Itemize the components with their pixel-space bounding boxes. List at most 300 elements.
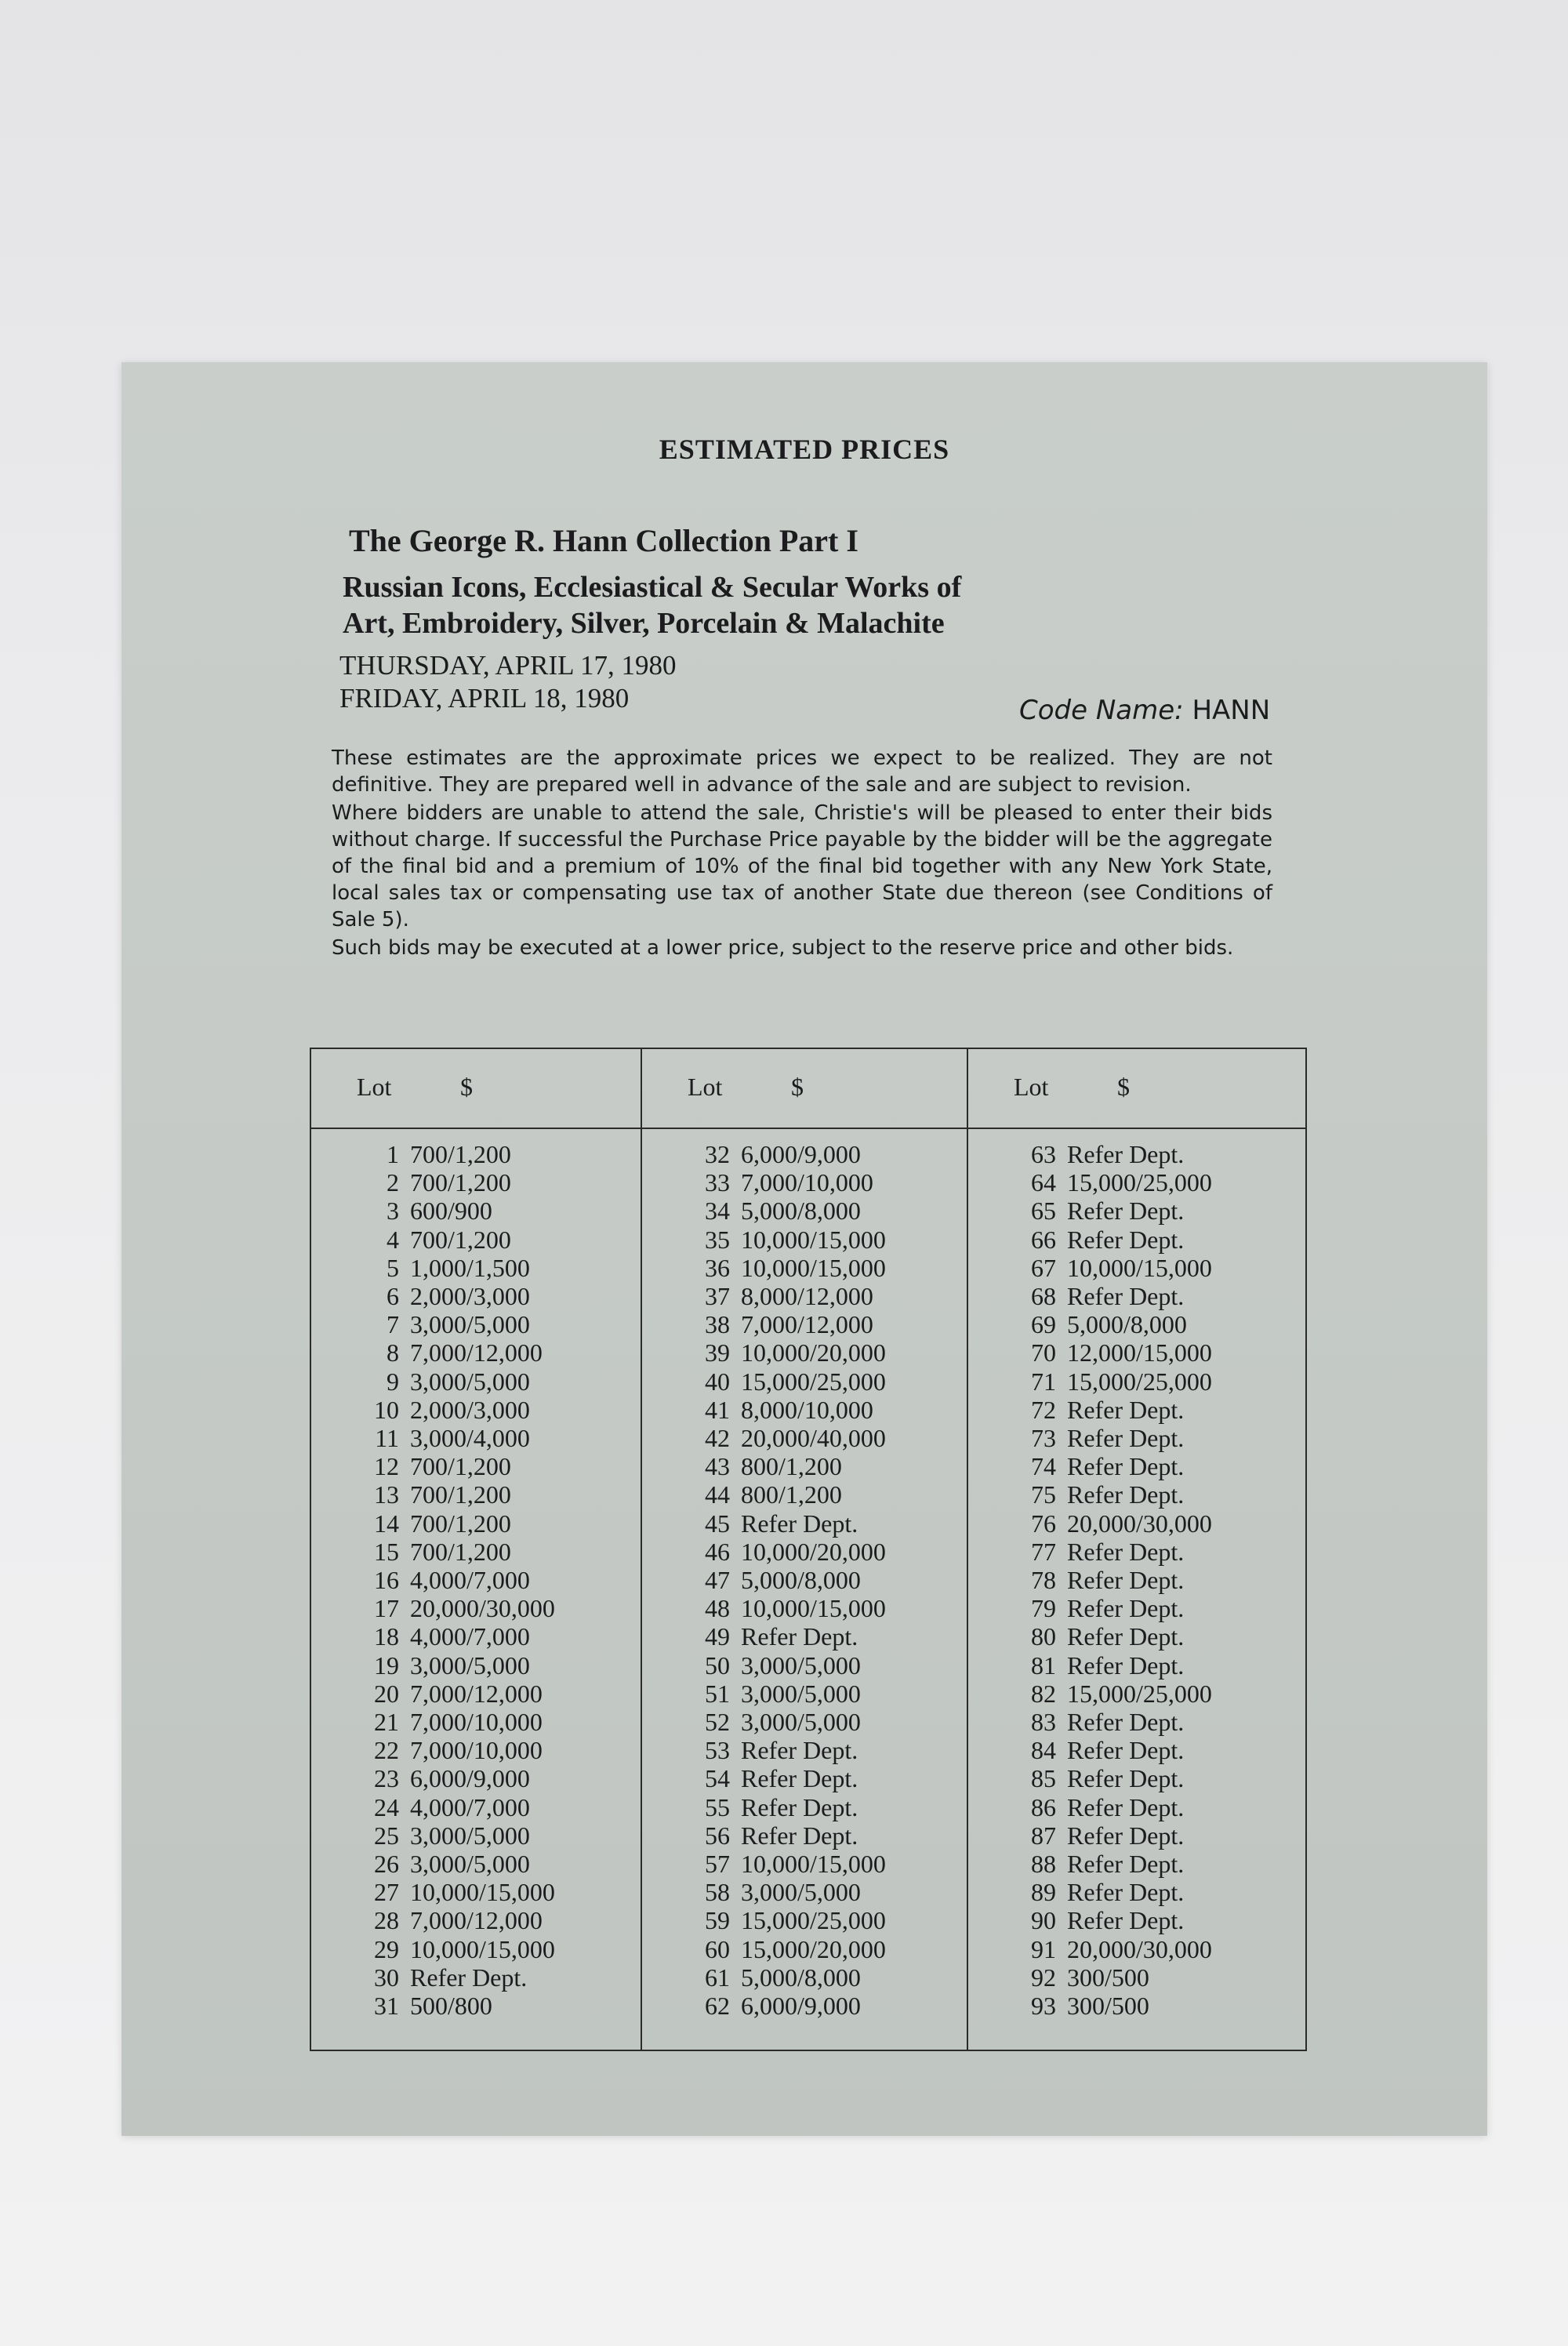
lot-number: 57 xyxy=(705,1850,730,1879)
lot-number: 21 xyxy=(374,1708,399,1737)
lot-number: 93 xyxy=(1031,1992,1056,2021)
estimate-value: 300/500 xyxy=(1067,1963,1149,1992)
estimate-value: 4,000/7,000 xyxy=(410,1566,530,1595)
table-row xyxy=(642,1594,968,1622)
estimate-value: 10,000/15,000 xyxy=(741,1850,886,1879)
estimate-value: 7,000/10,000 xyxy=(410,1736,543,1765)
table-row xyxy=(311,1963,641,1992)
table-column xyxy=(641,1049,968,2050)
table-row xyxy=(968,1680,1307,1708)
table-row xyxy=(968,1594,1307,1622)
table-row xyxy=(642,1793,968,1821)
lot-number: 2 xyxy=(387,1168,399,1197)
lot-number: 6 xyxy=(387,1282,399,1311)
table-row xyxy=(642,1197,968,1225)
table-row xyxy=(968,1963,1307,1992)
lot-number: 7 xyxy=(387,1310,399,1339)
lot-number: 79 xyxy=(1031,1594,1056,1623)
lot-number: 53 xyxy=(705,1736,730,1765)
estimate-value: 800/1,200 xyxy=(741,1480,842,1509)
lot-number: 66 xyxy=(1031,1225,1056,1254)
table-row xyxy=(311,1793,641,1821)
estimate-value: 10,000/15,000 xyxy=(1067,1253,1212,1282)
table-row xyxy=(968,1197,1307,1225)
table-row xyxy=(642,1396,968,1424)
column-rows xyxy=(642,1129,968,2020)
estimate-value: Refer Dept. xyxy=(1067,1282,1185,1311)
lot-number: 56 xyxy=(705,1821,730,1850)
lot-number: 17 xyxy=(374,1594,399,1623)
estimate-value: 700/1,200 xyxy=(410,1537,511,1566)
table-row xyxy=(311,1821,641,1850)
estimate-value: 10,000/15,000 xyxy=(741,1253,886,1282)
table-row xyxy=(311,1480,641,1509)
estimate-value: Refer Dept. xyxy=(741,1622,858,1651)
estimate-value: 3,000/5,000 xyxy=(410,1310,530,1339)
table-row xyxy=(968,1622,1307,1651)
estimate-value: 3,000/5,000 xyxy=(410,1850,530,1879)
table-row xyxy=(642,1168,968,1197)
lot-number: 77 xyxy=(1031,1537,1056,1566)
collection-title: The George R. Hann Collection Part I xyxy=(349,523,858,558)
lot-number: 74 xyxy=(1031,1452,1056,1481)
lot-number: 87 xyxy=(1031,1821,1056,1850)
estimate-value: 3,000/4,000 xyxy=(410,1424,530,1453)
estimate-value: 20,000/30,000 xyxy=(410,1594,555,1623)
estimate-value: 1,000/1,500 xyxy=(410,1253,530,1282)
lot-number: 22 xyxy=(374,1736,399,1765)
estimate-value: 3,000/5,000 xyxy=(741,1708,861,1737)
estimate-value: 3,000/5,000 xyxy=(410,1821,530,1850)
estimate-value: Refer Dept. xyxy=(1067,1480,1185,1509)
table-row xyxy=(311,1282,641,1310)
lot-number: 14 xyxy=(374,1509,399,1538)
estimate-value: 7,000/12,000 xyxy=(741,1310,873,1339)
estimate-value: 2,000/3,000 xyxy=(410,1395,530,1424)
estimate-value: 700/1,200 xyxy=(410,1452,511,1481)
lot-number: 58 xyxy=(705,1878,730,1907)
estimate-value: 15,000/20,000 xyxy=(741,1934,886,1963)
estimate-value: 6,000/9,000 xyxy=(410,1764,530,1793)
lot-number: 48 xyxy=(705,1594,730,1623)
estimate-value: 600/900 xyxy=(410,1197,492,1226)
table-row xyxy=(311,1708,641,1736)
table-column xyxy=(311,1049,641,2050)
table-column xyxy=(967,1049,1307,2050)
column-header xyxy=(968,1049,1307,1129)
estimate-value: 6,000/9,000 xyxy=(741,1140,861,1168)
estimate-value: 10,000/15,000 xyxy=(741,1225,886,1254)
column-rows xyxy=(311,1129,641,2020)
table-row xyxy=(311,1850,641,1878)
estimate-value: 3,000/5,000 xyxy=(741,1679,861,1708)
code-name-label: Code Name: xyxy=(1019,695,1184,726)
table-row xyxy=(642,1452,968,1480)
lot-number: 70 xyxy=(1031,1338,1056,1367)
table-row xyxy=(968,1282,1307,1310)
subtitle-line: Art, Embroidery, Silver, Porcelain & Malachite xyxy=(343,607,945,640)
lot-number: 54 xyxy=(705,1764,730,1793)
sale-date: FRIDAY, APRIL 18, 1980 xyxy=(339,683,630,714)
table-row xyxy=(968,1310,1307,1338)
estimate-value: 5,000/8,000 xyxy=(741,1963,861,1992)
estimate-value: 7,000/12,000 xyxy=(410,1906,543,1935)
estimate-value: 15,000/25,000 xyxy=(741,1906,886,1935)
table-row xyxy=(642,1254,968,1282)
estimate-value: Refer Dept. xyxy=(1067,1651,1185,1680)
lot-number: 63 xyxy=(1031,1140,1056,1168)
lot-number: 13 xyxy=(374,1480,399,1509)
header-price: $ xyxy=(791,1073,804,1101)
table-row xyxy=(642,1424,968,1452)
lot-number: 72 xyxy=(1031,1395,1056,1424)
lot-number: 30 xyxy=(374,1963,399,1992)
intro-paragraph: Where bidders are unable to attend the sale, Christie's will be pleased to enter their bids without charge. If successful the Purchase Price payable by the bidder will be the aggregate of the final bid and a premium of 10% of the final bid together with any New York State, local sales tax or compensating use tax of another State due thereon (see Conditions of Sale 5). xyxy=(332,801,1272,932)
header-lot: Lot xyxy=(1014,1073,1049,1101)
estimate-value: 700/1,200 xyxy=(410,1480,511,1509)
lot-number: 61 xyxy=(705,1963,730,1992)
table-row xyxy=(311,1452,641,1480)
intro-paragraph: These estimates are the approximate prices we expect to be realized. They are not definitive. They are prepared well in advance of the sale and are subject to revision. xyxy=(332,746,1272,797)
lot-number: 83 xyxy=(1031,1708,1056,1737)
lot-number: 37 xyxy=(705,1282,730,1311)
estimate-value: 5,000/8,000 xyxy=(741,1566,861,1595)
estimate-value: Refer Dept. xyxy=(1067,1424,1185,1453)
table-row xyxy=(968,1168,1307,1197)
lot-number: 20 xyxy=(374,1679,399,1708)
lot-number: 69 xyxy=(1031,1310,1056,1339)
estimates-table xyxy=(310,1048,1307,2051)
estimate-value: 15,000/25,000 xyxy=(741,1367,886,1396)
lot-number: 71 xyxy=(1031,1367,1056,1396)
lot-number: 28 xyxy=(374,1906,399,1935)
estimate-value: Refer Dept. xyxy=(1067,1878,1185,1907)
estimate-value: Refer Dept. xyxy=(1067,1537,1185,1566)
lot-number: 60 xyxy=(705,1934,730,1963)
estimate-value: Refer Dept. xyxy=(1067,1197,1185,1226)
estimate-value: 3,000/5,000 xyxy=(410,1651,530,1680)
column-header xyxy=(642,1049,968,1129)
estimate-value: Refer Dept. xyxy=(1067,1594,1185,1623)
table-row xyxy=(968,1736,1307,1764)
table-row xyxy=(311,1168,641,1197)
table-row xyxy=(968,1821,1307,1850)
table-row xyxy=(968,1338,1307,1367)
estimate-value: 10,000/15,000 xyxy=(410,1934,555,1963)
estimate-value: 700/1,200 xyxy=(410,1225,511,1254)
table-row xyxy=(642,1566,968,1594)
lot-number: 11 xyxy=(375,1424,399,1453)
lot-number: 24 xyxy=(374,1792,399,1821)
lot-number: 49 xyxy=(705,1622,730,1651)
table-row xyxy=(311,1764,641,1792)
lot-number: 89 xyxy=(1031,1878,1056,1907)
header-price: $ xyxy=(1117,1073,1130,1101)
lot-number: 84 xyxy=(1031,1736,1056,1765)
lot-number: 29 xyxy=(374,1934,399,1963)
table-row xyxy=(311,1935,641,1963)
lot-number: 4 xyxy=(387,1225,399,1254)
estimate-value: 10,000/15,000 xyxy=(410,1878,555,1907)
estimate-value: Refer Dept. xyxy=(1067,1452,1185,1481)
estimate-value: 2,000/3,000 xyxy=(410,1282,530,1311)
table-row xyxy=(968,1480,1307,1509)
table-row xyxy=(311,1878,641,1906)
estimate-value: 6,000/9,000 xyxy=(741,1992,861,2021)
table-row xyxy=(311,1594,641,1622)
estimate-value: 3,000/5,000 xyxy=(410,1367,530,1396)
estimate-value: 10,000/20,000 xyxy=(741,1537,886,1566)
lot-number: 91 xyxy=(1031,1934,1056,1963)
header-lot: Lot xyxy=(688,1073,723,1101)
column-header xyxy=(311,1049,641,1129)
table-row xyxy=(642,1935,968,1963)
table-row xyxy=(311,1310,641,1338)
table-row xyxy=(642,1992,968,2020)
estimate-value: 10,000/20,000 xyxy=(741,1338,886,1367)
table-row xyxy=(968,1509,1307,1538)
table-row xyxy=(968,1793,1307,1821)
table-row xyxy=(642,1226,968,1254)
lot-number: 47 xyxy=(705,1566,730,1595)
lot-number: 34 xyxy=(705,1197,730,1226)
lot-number: 80 xyxy=(1031,1622,1056,1651)
lot-number: 88 xyxy=(1031,1850,1056,1879)
estimate-value: Refer Dept. xyxy=(1067,1821,1185,1850)
estimate-value: 12,000/15,000 xyxy=(1067,1338,1212,1367)
table-row xyxy=(311,1992,641,2020)
estimate-value: Refer Dept. xyxy=(1067,1906,1185,1935)
estimate-value: Refer Dept. xyxy=(1067,1140,1185,1168)
table-row xyxy=(642,1906,968,1934)
estimate-value: 4,000/7,000 xyxy=(410,1792,530,1821)
table-row xyxy=(642,1708,968,1736)
table-row xyxy=(642,1509,968,1538)
subtitle-line: Russian Icons, Ecclesiastical & Secular Works of xyxy=(343,571,962,604)
estimate-value: 700/1,200 xyxy=(410,1168,511,1197)
estimate-value: 20,000/30,000 xyxy=(1067,1509,1212,1538)
price-sheet xyxy=(122,362,1487,2136)
estimate-value: 20,000/30,000 xyxy=(1067,1934,1212,1963)
estimate-value: 7,000/12,000 xyxy=(410,1338,543,1367)
estimate-value: Refer Dept. xyxy=(1067,1566,1185,1595)
table-row xyxy=(642,1310,968,1338)
table-row xyxy=(642,1282,968,1310)
lot-number: 3 xyxy=(387,1197,399,1226)
table-row xyxy=(968,1424,1307,1452)
estimate-value: Refer Dept. xyxy=(410,1963,528,1992)
table-row xyxy=(968,1651,1307,1680)
lot-number: 19 xyxy=(374,1651,399,1680)
lot-number: 81 xyxy=(1031,1651,1056,1680)
table-row xyxy=(968,1452,1307,1480)
lot-number: 35 xyxy=(705,1225,730,1254)
estimate-value: Refer Dept. xyxy=(741,1792,858,1821)
lot-number: 82 xyxy=(1031,1679,1056,1708)
table-row xyxy=(642,1878,968,1906)
lot-number: 75 xyxy=(1031,1480,1056,1509)
lot-number: 38 xyxy=(705,1310,730,1339)
lot-number: 39 xyxy=(705,1338,730,1367)
lot-number: 90 xyxy=(1031,1906,1056,1935)
lot-number: 1 xyxy=(387,1140,399,1168)
estimate-value: Refer Dept. xyxy=(741,1821,858,1850)
lot-number: 8 xyxy=(387,1338,399,1367)
lot-number: 52 xyxy=(705,1708,730,1737)
table-row xyxy=(311,1140,641,1168)
lot-number: 5 xyxy=(387,1253,399,1282)
table-row xyxy=(311,1906,641,1934)
table-row xyxy=(968,1566,1307,1594)
estimate-value: Refer Dept. xyxy=(1067,1764,1185,1793)
table-row xyxy=(311,1509,641,1538)
lot-number: 67 xyxy=(1031,1253,1056,1282)
estimate-value: 15,000/25,000 xyxy=(1067,1168,1212,1197)
estimate-value: 500/800 xyxy=(410,1992,492,2021)
lot-number: 50 xyxy=(705,1651,730,1680)
lot-number: 45 xyxy=(705,1509,730,1538)
lot-number: 41 xyxy=(705,1395,730,1424)
estimate-value: 7,000/12,000 xyxy=(410,1679,543,1708)
table-row xyxy=(968,1906,1307,1934)
table-row xyxy=(311,1680,641,1708)
table-row xyxy=(968,1850,1307,1878)
lot-number: 64 xyxy=(1031,1168,1056,1197)
table-row xyxy=(642,1140,968,1168)
estimate-value: 300/500 xyxy=(1067,1992,1149,2021)
estimate-value: Refer Dept. xyxy=(1067,1792,1185,1821)
estimate-value: 5,000/8,000 xyxy=(1067,1310,1187,1339)
table-row xyxy=(311,1622,641,1651)
estimate-value: Refer Dept. xyxy=(741,1736,858,1765)
lot-number: 12 xyxy=(374,1452,399,1481)
table-row xyxy=(311,1538,641,1566)
estimate-value: Refer Dept. xyxy=(1067,1622,1185,1651)
lot-number: 73 xyxy=(1031,1424,1056,1453)
lot-number: 44 xyxy=(705,1480,730,1509)
page-title: ESTIMATED PRICES xyxy=(659,434,950,465)
table-row xyxy=(968,1764,1307,1792)
estimate-value: Refer Dept. xyxy=(1067,1395,1185,1424)
lot-number: 32 xyxy=(705,1140,730,1168)
table-row xyxy=(968,1254,1307,1282)
lot-number: 55 xyxy=(705,1792,730,1821)
lot-number: 78 xyxy=(1031,1566,1056,1595)
lot-number: 15 xyxy=(374,1537,399,1566)
table-row xyxy=(311,1736,641,1764)
table-row xyxy=(311,1197,641,1225)
lot-number: 86 xyxy=(1031,1792,1056,1821)
lot-number: 76 xyxy=(1031,1509,1056,1538)
lot-number: 27 xyxy=(374,1878,399,1907)
table-row xyxy=(642,1963,968,1992)
table-row xyxy=(642,1367,968,1396)
table-row xyxy=(311,1424,641,1452)
lot-number: 51 xyxy=(705,1679,730,1708)
column-rows xyxy=(968,1129,1307,2020)
header-lot: Lot xyxy=(357,1073,392,1101)
table-row xyxy=(642,1338,968,1367)
intro-text xyxy=(332,745,1272,963)
lot-number: 16 xyxy=(374,1566,399,1595)
estimate-value: Refer Dept. xyxy=(741,1509,858,1538)
estimate-value: 3,000/5,000 xyxy=(741,1651,861,1680)
estimate-value: 7,000/10,000 xyxy=(410,1708,543,1737)
estimate-value: 3,000/5,000 xyxy=(741,1878,861,1907)
table-row xyxy=(642,1480,968,1509)
lot-number: 85 xyxy=(1031,1764,1056,1793)
lot-number: 65 xyxy=(1031,1197,1056,1226)
code-name xyxy=(1019,695,1270,726)
estimate-value: 8,000/10,000 xyxy=(741,1395,873,1424)
lot-number: 68 xyxy=(1031,1282,1056,1311)
lot-number: 31 xyxy=(374,1992,399,2021)
header-price: $ xyxy=(460,1073,473,1101)
table-row xyxy=(968,1935,1307,1963)
table-row xyxy=(311,1566,641,1594)
lot-number: 18 xyxy=(374,1622,399,1651)
lot-number: 33 xyxy=(705,1168,730,1197)
table-row xyxy=(311,1396,641,1424)
table-row xyxy=(642,1680,968,1708)
lot-number: 10 xyxy=(374,1395,399,1424)
estimate-value: 8,000/12,000 xyxy=(741,1282,873,1311)
sale-date: THURSDAY, APRIL 17, 1980 xyxy=(339,650,677,681)
estimate-value: 15,000/25,000 xyxy=(1067,1679,1212,1708)
table-row xyxy=(968,1140,1307,1168)
lot-number: 40 xyxy=(705,1367,730,1396)
estimate-value: 700/1,200 xyxy=(410,1140,511,1168)
intro-paragraph: Such bids may be executed at a lower price, subject to the reserve price and other bids. xyxy=(332,936,1234,960)
estimate-value: Refer Dept. xyxy=(741,1764,858,1793)
estimate-value: 700/1,200 xyxy=(410,1509,511,1538)
sale-subtitle xyxy=(343,569,961,641)
table-row xyxy=(642,1821,968,1850)
estimate-value: 800/1,200 xyxy=(741,1452,842,1481)
table-row xyxy=(311,1367,641,1396)
table-row xyxy=(642,1622,968,1651)
estimate-value: 5,000/8,000 xyxy=(741,1197,861,1226)
table-row xyxy=(642,1850,968,1878)
estimate-value: 7,000/10,000 xyxy=(741,1168,873,1197)
table-row xyxy=(968,1878,1307,1906)
table-row xyxy=(968,1992,1307,2020)
sale-dates xyxy=(339,649,677,715)
lot-number: 26 xyxy=(374,1850,399,1879)
lot-number: 36 xyxy=(705,1253,730,1282)
estimate-value: 20,000/40,000 xyxy=(741,1424,886,1453)
table-row xyxy=(311,1338,641,1367)
estimate-value: 15,000/25,000 xyxy=(1067,1367,1212,1396)
table-row xyxy=(968,1367,1307,1396)
lot-number: 42 xyxy=(705,1424,730,1453)
table-row xyxy=(968,1226,1307,1254)
table-row xyxy=(642,1764,968,1792)
table-row xyxy=(968,1396,1307,1424)
code-name-value: HANN xyxy=(1192,695,1271,726)
estimate-value: Refer Dept. xyxy=(1067,1850,1185,1879)
lot-number: 9 xyxy=(387,1367,399,1396)
table-row xyxy=(642,1538,968,1566)
lot-number: 25 xyxy=(374,1821,399,1850)
estimate-value: Refer Dept. xyxy=(1067,1736,1185,1765)
table-row xyxy=(968,1538,1307,1566)
lot-number: 46 xyxy=(705,1537,730,1566)
table-row xyxy=(642,1651,968,1680)
lot-number: 92 xyxy=(1031,1963,1056,1992)
lot-number: 59 xyxy=(705,1906,730,1935)
table-row xyxy=(311,1651,641,1680)
